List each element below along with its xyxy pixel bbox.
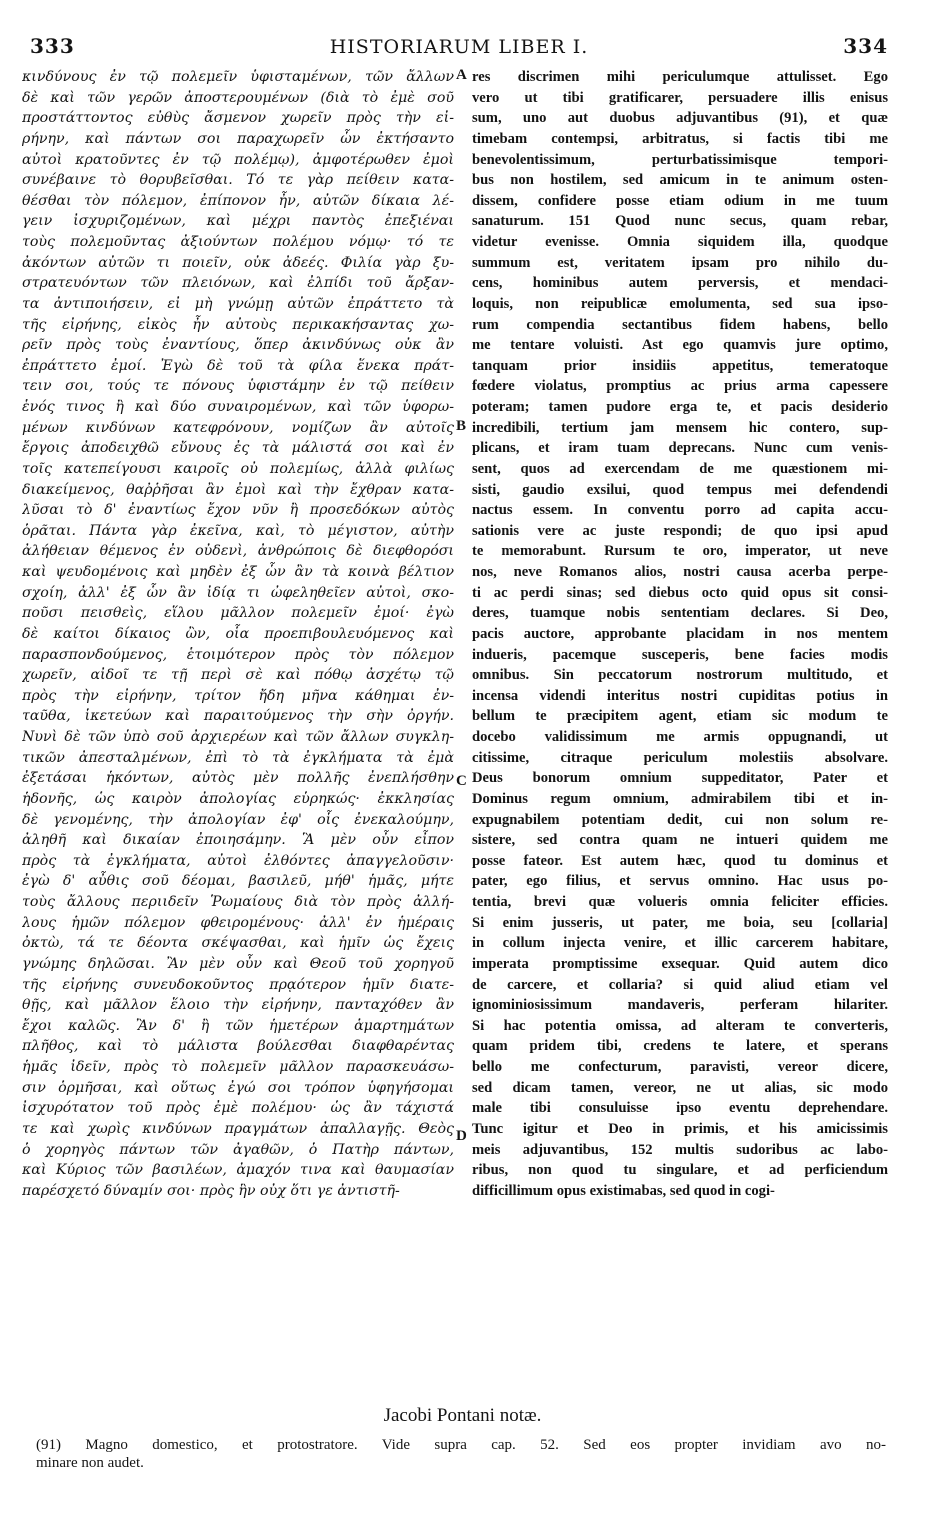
- latin-text-line: meis adjuvantibus, 152 multis sudoribus ac labo-: [472, 1141, 888, 1158]
- footnote-line: minare non audet.: [36, 1455, 144, 1471]
- latin-text-line: fœdere violatus, promptius ac prius arma capessere: [472, 378, 888, 395]
- greek-text-line: παρέσχετό δύναμίν σοι· πρὸς ἣν οὐχ ὅτι γε ἀντιστῆ-: [22, 1182, 400, 1199]
- greek-text-line: ἐξετάσαι ἡκόντων, αὐτὸς μὲν πολλῆς ἐνεπλήσθην: [22, 770, 454, 787]
- latin-text-line: incredibili, tertium jam mensem hic contero, sup-: [472, 419, 888, 436]
- footnote: [36, 1436, 886, 1472]
- greek-text-column: [22, 67, 454, 1201]
- greek-text-line: γειν ἰσχυριζομένων, καὶ μέχρι παντὸς ἐπεξιέναι: [22, 213, 454, 230]
- latin-text-line: sent, quos ad exercendam de me quæstionem mi-: [472, 460, 888, 477]
- greek-text-line: μένων κινδύνων κατεφρόνουν, νομίζων ἂν αὐτοῖς: [22, 419, 454, 436]
- latin-text-line: deres, tuamque nobis sententiam declares. Si Deo,: [472, 605, 888, 622]
- greek-text-line: δὲ γενομένης, τὴν ἀπολογίαν ἐφ' οἷς ἐνεκαλούμην,: [22, 811, 454, 828]
- greek-text-line: λῦσαι τὸ δ' ἐναντίως ἔχον νῦν ἢ προσεδόκων αὐτὸς: [22, 502, 454, 519]
- page-number-left: 333: [30, 34, 75, 58]
- latin-text-line: Deus bonorum omnium suppeditator, Pater et: [472, 770, 888, 787]
- latin-text-line: vero ut tibi gratificarer, persuadere illis enisus: [472, 89, 888, 106]
- latin-text-line: nos, neve Romanos alios, nostri causa acerba perpe-: [472, 564, 888, 580]
- greek-text-line: καὶ Κύριος τῶν βασιλέων, ἀμαχόν τινα καὶ θαυμασίαν: [22, 1162, 454, 1179]
- latin-text-line: me tentare voluisti. Ast ego quamvis jure optimo,: [472, 337, 888, 354]
- latin-text-line: bellum te præcipitem agent, etiam sic modum te: [472, 708, 888, 725]
- greek-text-line: ρεῖν πρὸς τοὺς ἐναντίους, ὅπερ ἀκινδύνως οὐκ ἂν: [22, 337, 454, 354]
- greek-text-line: ἰσχυρότατον τοῦ πρὸς ἐμὲ πολέμου· ὡς ἂν τάχιστά: [22, 1100, 454, 1117]
- latin-text-line: Dominus regum omnium, admirabilem tibi et in-: [472, 790, 888, 807]
- latin-text-line: rum compendia sectantibus fidem habens, bello: [472, 316, 888, 333]
- greek-text-line: ἑνός τινος ἢ καὶ δύο συναιρομένων, καὶ τῶν ὑφορω-: [22, 399, 454, 415]
- latin-text-line: citissime, citraque periculum molestiis absolvare.: [472, 749, 888, 766]
- greek-text-line: θῇς, καὶ μᾶλλον ἕλοιο τὴν εἰρήνην, πανταχόθεν ἂν: [22, 997, 454, 1014]
- running-head: HISTORIARUM LIBER I.: [329, 36, 589, 58]
- latin-text-line: de carcere, et collaria? si quid aliud etiam vel: [472, 976, 888, 993]
- greek-text-line: αὐτοὶ κρατοῦντες ἐν τῷ πολέμῳ), ἀμφοτέρωθεν ἐμοὶ: [22, 151, 454, 168]
- latin-text-line: ignominiosissimum mandaveris, perferam hilariter.: [472, 997, 888, 1014]
- footnote-line: (91) Magno domestico, et protostratore. Vide supra cap. 52. Sed eos propter invidiam avo no-: [36, 1437, 886, 1453]
- latin-text-line: poteram; tamen pudore erga te, et pacis desiderio: [472, 399, 888, 415]
- latin-text-line: sationis vere ac juste respondi; de quo ipsi apud: [472, 522, 888, 539]
- latin-text-line: tanquam prior insidiis appetitus, temeratoque: [472, 357, 888, 374]
- latin-text-line: sistere, sed contra quam ne intueri quidem me: [472, 832, 888, 849]
- latin-text-line: omnibus. Sin peccatorum nostrorum multitudo, et: [472, 667, 888, 684]
- latin-text-line: bus non hostilem, sed amicum in te animum osten-: [472, 172, 888, 189]
- greek-text-line: θέσθαι τὸν πόλεμον, ἐπίπονον ἦν, αὐτῶν δίκαια λέ-: [22, 192, 454, 209]
- greek-text-line: τοὺς ἄλλους περιιδεῖν Ῥωμαίους διὰ τὸν πρὸς ἀλλή-: [22, 894, 454, 910]
- latin-text-line: quam pridem tibi, credens te latere, et sperans: [472, 1038, 888, 1055]
- margin-marker-a: A: [456, 67, 467, 83]
- greek-text-line: ὀκτὼ, τά τε δέοντα σκέψασθαι, καὶ ἡμῖν ὡς ἔχεις: [22, 935, 454, 952]
- latin-text-line: Si enim jusseris, ut pater, me boia, seu [collaria]: [472, 914, 888, 931]
- latin-text-line: ti ac perdi sinas; sed diebus octo quid opus sit consi-: [472, 584, 888, 601]
- greek-text-line: ὁρᾶται. Πάντα γὰρ ἐκεῖνα, καὶ, τὸ μέγιστον, αὐτὴν: [22, 522, 454, 539]
- greek-text-line: καὶ ψευδομένοις καὶ μηδὲν ἐξ ὧν ἂν τὰ κοινὰ βέλτιον: [22, 564, 454, 580]
- latin-text-line: ribus, non quod tu singulare, et ad perficiendum: [472, 1162, 888, 1179]
- greek-text-line: ρήνην, καὶ πάντων σοι παραχωρεῖν ὧν ἐκτήσαντο: [22, 130, 454, 147]
- page-header: [30, 34, 888, 62]
- latin-text-line: expugnabilem potentiam dedit, cui non solum re-: [472, 811, 888, 828]
- greek-text-line: λους ἡμῶν πόλεμον φθειρομένους· ἀλλ' ἐν ἡμέραις: [22, 914, 454, 931]
- latin-text-line: sisti, gaudio exsilui, quod tempus mei defendendi: [472, 481, 888, 498]
- latin-text-line: difficillimum opus existimabas, sed quod in cogi-: [472, 1182, 775, 1199]
- latin-text-line: te memorabunt. Rursum te oro, imperator, ut neve: [472, 543, 888, 560]
- greek-text-line: Νυνὶ δὲ τῶν ὑπὸ σοῦ ἀρχιερέων καὶ τῶν ἄλλων συγκλη-: [22, 729, 454, 745]
- latin-text-line: videtur evenisse. Omnia siquidem illa, quodque: [472, 234, 888, 250]
- greek-text-line: ἐγὼ δ' αὖθις σοῦ δέομαι, βασιλεῦ, μήθ' ἡμᾶς, μήτε: [22, 873, 454, 890]
- latin-text-column: [472, 67, 888, 1201]
- latin-text-line: Tunc igitur et Deo in primis, et his amicissimis: [472, 1120, 888, 1137]
- greek-text-line: ἐπράττετο ἐμοί. Ἐγὼ δὲ τοῦ τὰ φίλα ἕνεκα πράτ-: [22, 357, 454, 374]
- greek-text-line: πλῆθος, καὶ τὸ μάλιστα βούλεσθαι διαφθαρέντας: [22, 1038, 454, 1055]
- latin-text-line: sed dicam tamen, vereor, ne ut alias, sic modo: [472, 1079, 888, 1096]
- margin-marker-d: D: [456, 1128, 467, 1144]
- latin-text-line: pater, ego filius, et servus omnino. Hac usus po-: [472, 873, 888, 890]
- greek-text-line: σχοίη, ἀλλ' ἐξ ὧν ἂν ἰδίᾳ τι ὠφεληθεῖεν αὐτοὶ, σκο-: [22, 584, 454, 601]
- latin-text-line: posse fateor. Est autem hæc, quod tu dominus et: [472, 852, 888, 869]
- latin-text-line: docebo validissimum me armis oppugnandi, ut: [472, 729, 888, 745]
- latin-text-line: benevolentissimum, perturbatissimisque tempori-: [472, 151, 888, 168]
- margin-marker-b: B: [456, 418, 467, 434]
- latin-text-line: res discrimen mihi periculumque attulisset. Ego: [472, 69, 888, 85]
- greek-text-line: παρασπονδούμενος, ἑτοιμότερον πρὸς τὸν πόλεμον: [22, 646, 454, 663]
- latin-text-line: sum, uno aut duobus adjuvantibus (91), et quæ: [472, 110, 888, 127]
- greek-text-line: στρατευόντων τῶν πλειόνων, καὶ ἐλπίδι τοῦ ἄρξαν-: [22, 275, 454, 292]
- greek-text-line: ἔχοι καλῶς. Ἂν δ' ἢ τῶν ἡμετέρων ἁμαρτημάτων: [22, 1017, 454, 1034]
- greek-text-line: ἔργοις ἀποδειχθῶ εὔνους ἐς τὰ μάλιστά σοι καὶ ἐν: [22, 440, 454, 457]
- greek-text-line: προστάττοντος εὐθὺς ἄσμενον χωρεῖν πρὸς τὴν εἰ-: [22, 110, 454, 127]
- page-number-right: 334: [843, 34, 888, 58]
- latin-text-line: imperata promptissime exsequar. Quid autem dico: [472, 955, 888, 972]
- latin-text-line: male tibi consuluisse ipso eventu deprehendare.: [472, 1100, 888, 1117]
- greek-text-line: σιν ὁρμῆσαι, καὶ οὕτως ἐγώ σοι τρόπον ὑφηγήσομαι: [22, 1079, 454, 1096]
- greek-text-line: τε καὶ χωρὶς κινδύνων πραγμάτων ἀπαλλαγῇς. Θεὸς: [22, 1120, 454, 1137]
- greek-text-line: ἀλήθειαν θέμενος ἐν οὐδενὶ, ἀνθρώποις δὲ διεφθορόσι: [22, 543, 454, 560]
- latin-text-line: in collum injecta venire, et illic carcerem habitare,: [472, 935, 888, 952]
- greek-text-line: δὲ καίτοι δίκαιος ὢν, οἷα προεπιβουλευόμενος καὶ: [22, 625, 454, 642]
- greek-text-line: ὁ χορηγὸς πάντων τῶν ἀγαθῶν, ὁ Πατὴρ πάντων,: [22, 1141, 454, 1158]
- greek-text-line: τοὺς πολεμοῦντας ἀξιούντων πολέμου νόμῳ· τό τε: [22, 234, 454, 250]
- greek-text-line: ἡμᾶς ἰδεῖν, πρὸς τὸ πολεμεῖν μᾶλλον παρασκευάσω-: [22, 1059, 454, 1075]
- greek-text-line: κινδύνους ἐν τῷ πολεμεῖν ὑφισταμένων, τῶν ἄλλων: [22, 69, 454, 85]
- greek-text-line: πρὸς τὴν εἰρήνην, τρίτον ἤδη μῆνα κάθημαι ἐν-: [22, 687, 454, 704]
- latin-text-line: indueris, pacemque susceperis, bene facies modis: [472, 646, 888, 663]
- latin-text-line: summum est, veritatem ipsam pro nihilo du-: [472, 254, 888, 271]
- greek-text-line: γνώμης δηλῶσαι. Ἂν μὲν οὖν καὶ Θεοῦ τοῦ χορηγοῦ: [22, 955, 454, 972]
- greek-text-line: ἀκόντων αὐτῶν τι ποιεῖν, οὐκ ἀδεές. Φιλία γὰρ ξυ-: [22, 254, 454, 271]
- greek-text-line: τῆς εἰρήνης, εἰκὸς ἦν αὐτοὺς περικακήσαντας χω-: [22, 316, 454, 333]
- greek-text-line: δὲ καὶ τῶν γερῶν ἀποστερουμένων (διὰ τὸ ἐμὲ σοῦ: [22, 89, 454, 106]
- notes-title: Jacobi Pontani notæ.: [383, 1405, 542, 1426]
- latin-text-line: plicans, et iram tuam deprecans. Nunc cum venis-: [472, 440, 888, 457]
- greek-text-line: συνέβαινε τὸ θορυβεῖσθαι. Τό τε γὰρ πείθειν κατα-: [22, 172, 454, 189]
- greek-text-line: τειν σοι, τούς τε πόνους ὑφιστάμην ἐν τῷ πείθειν: [22, 378, 454, 395]
- latin-text-line: timebam contempsi, arbitratus, si factis tibi me: [472, 130, 888, 147]
- greek-text-line: πρὸς τὰ ἐγκλήματα, αὐτοὶ ἐλθόντες ἀπαγγελοῦσιν·: [22, 852, 454, 869]
- latin-text-line: bello me confecturum, paravisti, vereor dicere,: [472, 1059, 888, 1075]
- latin-text-line: cens, hominibus autem perversis, et mendaci-: [472, 275, 888, 292]
- greek-text-line: χωρεῖν, αἰδοῖ τε τῇ περὶ σὲ καὶ πόθῳ ἀσχέτῳ τῷ: [22, 667, 454, 684]
- latin-text-line: dissem, confidere posse etiam odium in me tuum: [472, 192, 888, 209]
- latin-text-line: loquis, non reipublicæ emolumenta, sed sua ipso-: [472, 295, 888, 312]
- greek-text-line: τοῖς κατεπείγουσι καιροῖς οὐ πολεμίως, ἀλλὰ φιλίως: [22, 460, 454, 477]
- greek-text-line: τῆς εἰρήνης συνευδοκοῦντος πρᾳότερον ἡμῖν διατε-: [22, 976, 454, 993]
- greek-text-line: ἡδονῆς, ὡς καιρὸν ἀπολογίας εὑρηκώς· ἐκκλησίας: [22, 790, 454, 807]
- margin-marker-c: C: [456, 773, 467, 789]
- greek-text-line: ταῦθα, ἱκετεύων καὶ παραιτούμενος τὴν σὴν ὀργήν.: [22, 708, 454, 725]
- latin-text-line: sanaturum. 151 Quod nunc secus, quam rebar,: [472, 213, 888, 230]
- latin-text-line: tentia, brevi quæ volueris omnia feliciter efficies.: [472, 894, 888, 910]
- greek-text-line: ἀληθῆ καὶ δικαίαν ἐποιησάμην. Ἃ μὲν οὖν εἶπον: [22, 832, 454, 849]
- greek-text-line: τικῶν ἀπεσταλμένων, ἐπὶ τὸ τὰ ἐγκλήματα τὰ ἐμὰ: [22, 749, 454, 766]
- latin-text-line: nactus essem. In conventu porro ad capita accu-: [472, 502, 888, 519]
- greek-text-line: ποῦσι πεισθεὶς, εἵλου μᾶλλον πολεμεῖν ἐμοί· ἐγὼ: [22, 605, 454, 622]
- greek-text-line: τα ἀντιποιήσειν, εἰ μὴ γνώμῃ αὐτῶν ἐπράττετο τὰ: [22, 295, 454, 312]
- latin-text-line: incensa videndi interitus nostri cupiditas potius in: [472, 687, 888, 704]
- latin-text-line: pacis auctore, approbante placidam in nos mentem: [472, 625, 888, 642]
- greek-text-line: διακείμενος, θαῤῥῆσαι ἂν ἐμοὶ καὶ τὴν ἔχθραν κατα-: [22, 481, 454, 498]
- latin-text-line: Si hac potentia omissa, ad alteram te converteris,: [472, 1017, 888, 1034]
